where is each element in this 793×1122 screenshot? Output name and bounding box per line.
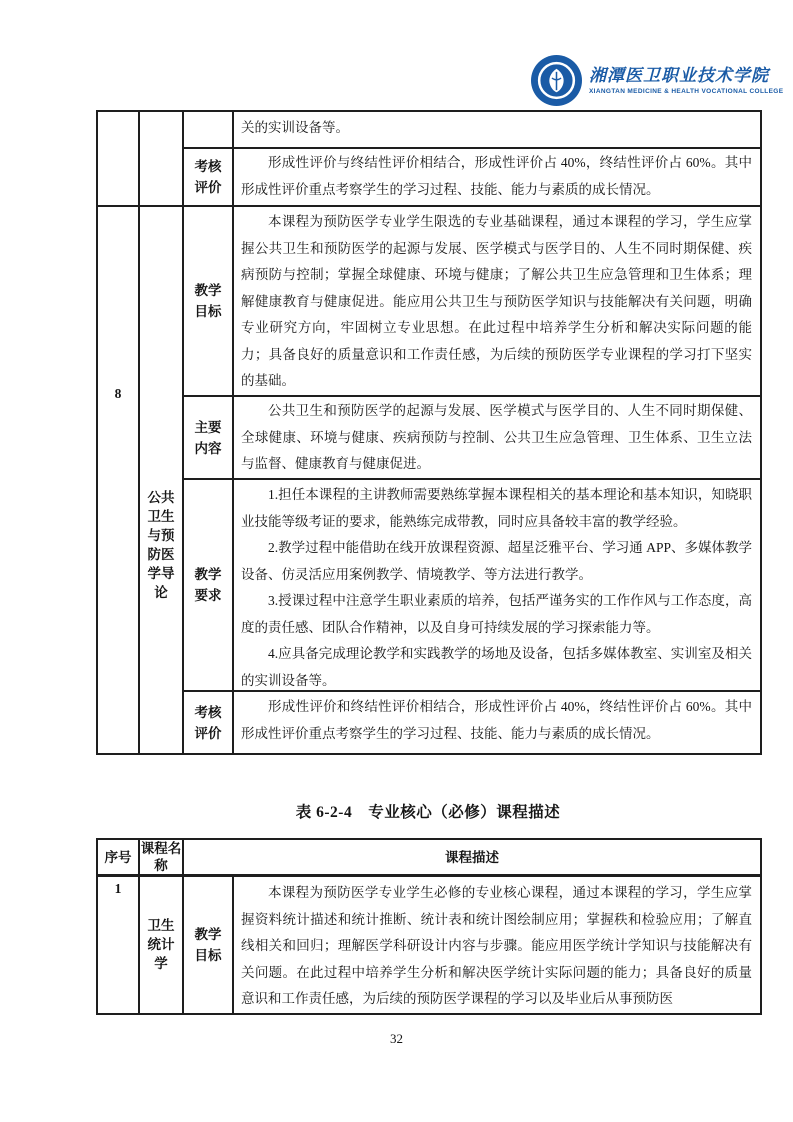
content-text: 公共卫生和预防医学的起源与发展、医学模式与医学目的、人生不同时期保健、全球健康、环境与健康、疾病预防与控制、公共卫生应急管理、卫生体系、卫生立法与监督、健康教育与健康促进。 xyxy=(241,403,752,471)
header-course-name-cell: 课程名称 xyxy=(139,839,183,876)
assessment-text-cell xyxy=(233,148,761,206)
table-row xyxy=(97,396,761,479)
table-row xyxy=(97,876,761,1014)
college-name-block xyxy=(589,65,783,96)
college-emblem-icon xyxy=(531,55,582,106)
content-label-cell: 主要内容 xyxy=(183,396,233,479)
course-index-cell: 8 xyxy=(97,206,139,754)
empty-index-cell xyxy=(97,111,139,206)
table-caption: 表 6-2-4 专业核心（必修）课程描述 xyxy=(295,804,561,821)
objectives-text-cell xyxy=(233,206,761,396)
course-index-cell: 1 xyxy=(97,876,139,1014)
objectives-text: 本课程为预防医学专业学生必修的专业核心课程，通过本课程的学习，学生应掌握资料统计描述和统计推断、统计表和统计图绘制应用；掌握秩和检验应用；了解直线相关和回归；理解医学科研设计内容与步骤。能应用医学统计学知识与技能解决有关问题。在此过程中培养学生分析和解决医学统计实际问题的能力；具备良好的质量意识和工作责任感，为后续的预防医学课程的学习以及毕业后从事预防医 xyxy=(241,885,752,1006)
content-text-cell xyxy=(233,396,761,479)
assessment-text: 形成性评价与终结性评价相结合，形成性评价占 40%，终结性评价占 60%。其中形成性评价重点考察学生的学习过程、技能、能力与素质的成长情况。 xyxy=(241,155,752,197)
course-name-cell: 公共卫生与预防医学导论 xyxy=(139,206,183,754)
assessment-label-cell: 考核评价 xyxy=(183,148,233,206)
table-row xyxy=(97,148,761,206)
core-courses-table xyxy=(96,838,762,1015)
requirement-item: 4.应具备完成理论教学和实践教学的场地及设备，包括多媒体教室、实训室及相关的实训设备等。 xyxy=(241,646,752,688)
college-name-en: XIANGTAN MEDICINE & HEALTH VOCATIONAL COLLEGE xyxy=(589,88,784,95)
carryover-text-cell xyxy=(233,111,761,148)
assessment-label-cell: 考核评价 xyxy=(183,691,233,754)
objectives-text-cell xyxy=(233,876,761,1014)
elective-courses-table-continued xyxy=(96,110,762,755)
requirements-label-cell: 教学要求 xyxy=(183,479,233,691)
requirements-text-cell xyxy=(233,479,761,691)
table-row xyxy=(97,479,761,691)
college-name-cn: 湘潭医卫职业技术学院 xyxy=(589,66,769,85)
header-index-cell: 序号 xyxy=(97,839,139,876)
assessment-text-cell xyxy=(233,691,761,754)
empty-course-name-cell xyxy=(139,111,183,206)
college-logo xyxy=(531,55,783,106)
page-number: 32 xyxy=(390,1031,403,1046)
assessment-text: 形成性评价和终结性评价相结合，形成性评价占 40%，终结性评价占 60%。其中形成性评价重点考察学生的学习过程、技能、能力与素质的成长情况。 xyxy=(241,699,752,741)
empty-section-label-cell xyxy=(183,111,233,148)
objectives-label-cell: 教学目标 xyxy=(183,876,233,1014)
carryover-text: 关的实训设备等。 xyxy=(241,120,349,135)
requirement-item: 2.教学过程中能借助在线开放课程资源、超星泛雅平台、学习通 APP、多媒体教学设备、仿灵活应用案例教学、情境教学、等方法进行教学。 xyxy=(241,540,752,582)
requirement-item: 1.担任本课程的主讲教师需要熟练掌握本课程相关的基本理论和基本知识，知晓职业技能等级考证的要求，能熟练完成带教，同时应具备较丰富的教学经验。 xyxy=(241,487,752,529)
objectives-label-cell: 教学目标 xyxy=(183,206,233,396)
objectives-text: 本课程为预防医学专业学生限选的专业基础课程，通过本课程的学习，学生应掌握公共卫生和预防医学的起源与发展、医学模式与医学目的、人生不同时期保健、疾病预防与控制；掌握全球健康、环境与健康；了解公共卫生应急管理和卫生体系；理解健康教育与健康促进。能应用公共卫生与预防医学知识与技能解决有关问题，明确专业研究方向，牢固树立专业思想。在此过程中培养学生分析和解决实际问题的能力；具备良好的质量意识和工作责任感，为后续的预防医学专业课程的学习打下坚实的基础。 xyxy=(241,214,752,388)
requirement-item: 3.授课过程中注意学生职业素质的培养，包括严谨务实的工作作风与工作态度，高度的责任感、团队合作精神，以及自身可持续发展的学习探索能力等。 xyxy=(241,593,752,635)
table-row xyxy=(97,206,761,396)
header-description-cell: 课程描述 xyxy=(183,839,761,876)
course-name-cell: 卫生统计学 xyxy=(139,876,183,1014)
table-row xyxy=(97,111,761,148)
table-row xyxy=(97,691,761,754)
table-header-row xyxy=(97,839,761,876)
